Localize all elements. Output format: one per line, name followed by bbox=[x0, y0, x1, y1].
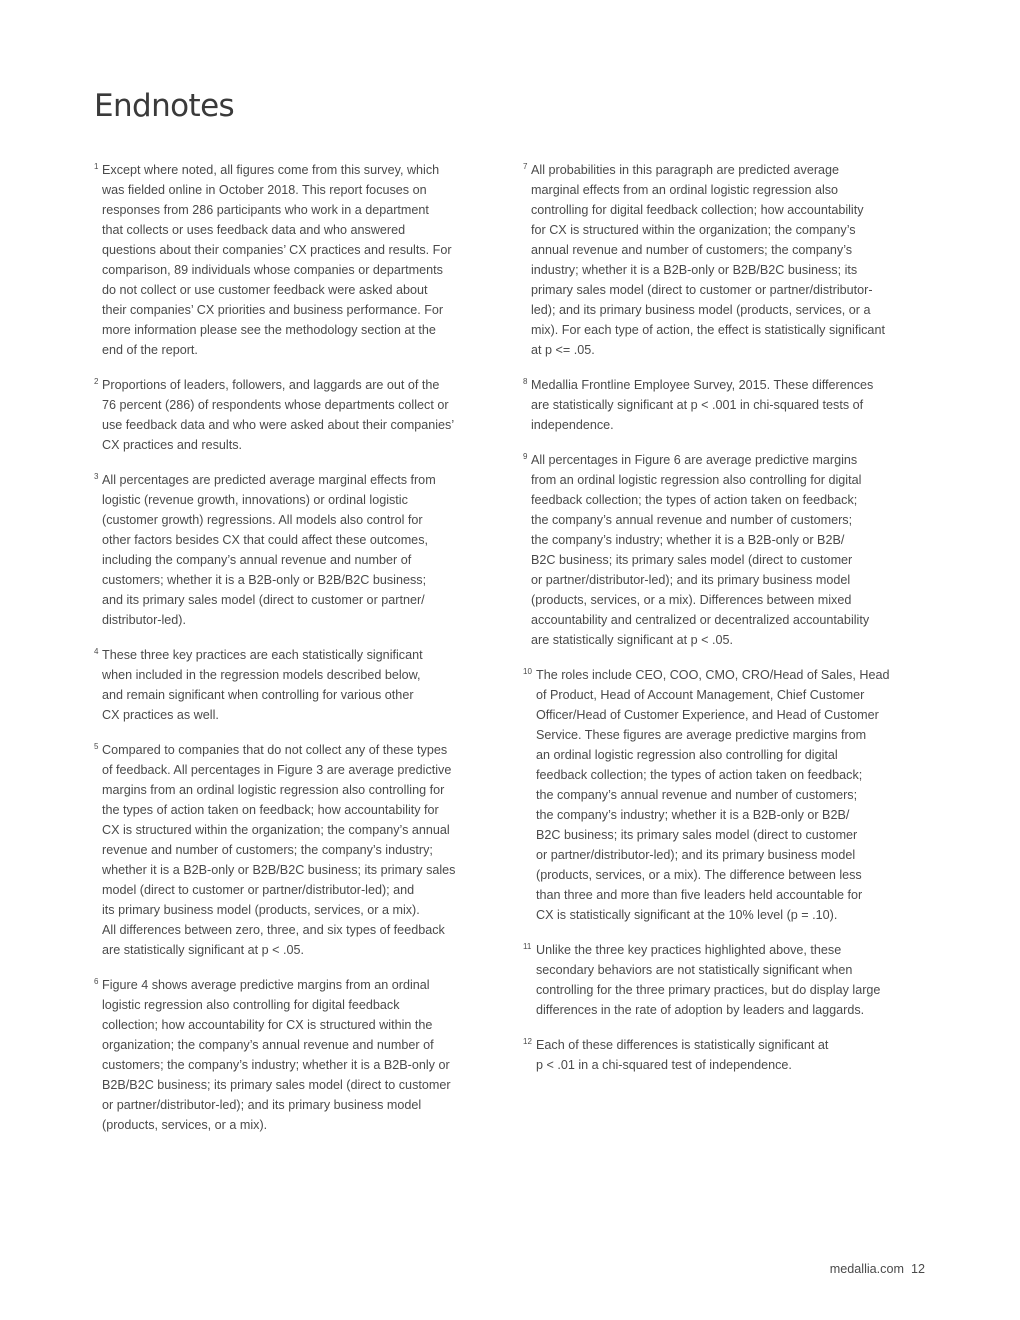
endnote-text-line: are statistically significant at p < .05. bbox=[102, 943, 304, 957]
endnote-number: 11 bbox=[523, 942, 532, 951]
endnote-text-line: was fielded online in October 2018. This report focuses on bbox=[102, 183, 427, 197]
endnote-number: 9 bbox=[523, 452, 528, 461]
endnote-text-line: the types of action taken on feedback; how accountability for bbox=[102, 803, 439, 817]
endnote-4 bbox=[94, 645, 494, 725]
endnote-text-line: The roles include CEO, COO, CMO, CRO/Head of Sales, Head bbox=[536, 668, 890, 682]
endnote-text-line: mix). For each type of action, the effect is statistically significant bbox=[531, 323, 885, 337]
endnote-text-line: more information please see the methodology section at the bbox=[102, 323, 436, 337]
endnote-10 bbox=[523, 665, 933, 925]
endnote-text-line: All percentages in Figure 6 are average predictive margins bbox=[531, 453, 858, 467]
endnote-text-line: independence. bbox=[531, 418, 614, 432]
endnote-text-line: responses from 286 participants who work in a department bbox=[102, 203, 429, 217]
endnote-number: 7 bbox=[523, 162, 528, 171]
endnote-text-line: (customer growth) regressions. All models also control for bbox=[102, 513, 423, 527]
endnote-text-line: the company’s industry; whether it is a B2B-only or B2B/ bbox=[531, 533, 845, 547]
page-title: Endnotes bbox=[94, 88, 235, 124]
endnote-9 bbox=[523, 450, 933, 650]
endnote-text-line: All percentages are predicted average marginal effects from bbox=[102, 473, 436, 487]
endnote-8 bbox=[523, 375, 933, 435]
endnote-text-line: Officer/Head of Customer Experience, and Head of Customer bbox=[536, 708, 879, 722]
endnote-text-line: the company’s industry; whether it is a B2B-only or B2B/ bbox=[536, 808, 850, 822]
endnote-text-line: or partner/distributor-led); and its primary business model bbox=[102, 1098, 422, 1112]
endnote-text-line: primary sales model (direct to customer or partner/distributor- bbox=[531, 283, 873, 297]
endnote-11 bbox=[523, 940, 933, 1020]
endnote-number: 2 bbox=[94, 377, 99, 386]
endnote-text-line: Figure 4 shows average predictive margins from an ordinal bbox=[102, 978, 430, 992]
endnote-text-line: controlling for the three primary practices, but do display large bbox=[536, 983, 881, 997]
endnote-text-line: an ordinal logistic regression also controlling for digital bbox=[536, 748, 838, 762]
endnote-text-line: their companies’ CX priorities and business performance. For bbox=[102, 303, 444, 317]
endnote-text-line: logistic (revenue growth, innovations) or ordinal logistic bbox=[102, 493, 408, 507]
endnote-text-line: Medallia Frontline Employee Survey, 2015. These differences bbox=[531, 378, 874, 392]
endnote-text-line: of Product, Head of Account Management, Chief Customer bbox=[536, 688, 865, 702]
endnote-text-line: end of the report. bbox=[102, 343, 198, 357]
endnote-text-line: B2B/B2C business; its primary sales model (direct to customer bbox=[102, 1078, 451, 1092]
endnote-number: 4 bbox=[94, 647, 99, 656]
endnote-text-line: revenue and number of customers; the company’s industry; bbox=[102, 843, 433, 857]
endnote-text-line: CX practices and results. bbox=[102, 438, 242, 452]
endnote-text-line: (products, services, or a mix). The difference between less bbox=[536, 868, 862, 882]
endnote-text-line: customers; the company’s industry; whether it is a B2B-only or bbox=[102, 1058, 450, 1072]
page-number: 12 bbox=[910, 1262, 925, 1276]
endnotes-left-column bbox=[94, 160, 494, 1150]
endnote-number: 12 bbox=[523, 1037, 532, 1046]
endnote-6 bbox=[94, 975, 494, 1135]
endnote-number: 6 bbox=[94, 977, 99, 986]
endnote-text-line: that collects or uses feedback data and who answered bbox=[102, 223, 406, 237]
endnote-text-line: secondary behaviors are not statistically significant when bbox=[536, 963, 853, 977]
endnote-text-line: differences in the rate of adoption by leaders and laggards. bbox=[536, 1003, 865, 1017]
endnote-text-line: B2C business; its primary sales model (direct to customer bbox=[531, 553, 853, 567]
endnote-text-line: accountability and centralized or decentralized accountability bbox=[531, 613, 870, 627]
endnote-text-line: CX is statistically significant at the 10% level (p = .10). bbox=[536, 908, 838, 922]
endnote-text-line: B2C business; its primary sales model (direct to customer bbox=[536, 828, 858, 842]
endnote-text-line: from an ordinal logistic regression also controlling for digital bbox=[531, 473, 862, 487]
endnote-1 bbox=[94, 160, 494, 360]
endnote-text-line: or partner/distributor-led); and its primary business model bbox=[531, 573, 851, 587]
endnote-number: 8 bbox=[523, 377, 528, 386]
endnote-2 bbox=[94, 375, 494, 455]
endnote-text-line: controlling for digital feedback collection; how accountability bbox=[531, 203, 864, 217]
endnote-text-line: or partner/distributor-led); and its primary business model bbox=[536, 848, 856, 862]
endnote-5 bbox=[94, 740, 494, 960]
endnote-text-line: All differences between zero, three, and six types of feedback bbox=[102, 923, 445, 937]
endnote-text-line: are statistically significant at p < .05. bbox=[531, 633, 733, 647]
endnote-text-line: Unlike the three key practices highlighted above, these bbox=[536, 943, 842, 957]
endnote-text-line: CX is structured within the organization; the company’s annual bbox=[102, 823, 450, 837]
endnote-text-line: (products, services, or a mix). bbox=[102, 1118, 268, 1132]
endnote-text-line: questions about their companies’ CX practices and results. For bbox=[102, 243, 452, 257]
endnote-text-line: customers; whether it is a B2B-only or B2B/B2C business; bbox=[102, 573, 427, 587]
endnote-text-line: the company’s annual revenue and number of customers; bbox=[536, 788, 858, 802]
endnote-text-line: are statistically significant at p < .001 in chi-squared tests of bbox=[531, 398, 864, 412]
endnote-number: 1 bbox=[94, 162, 99, 171]
endnote-7 bbox=[523, 160, 933, 360]
endnote-3 bbox=[94, 470, 494, 630]
endnote-text-line: Proportions of leaders, followers, and laggards are out of the bbox=[102, 378, 440, 392]
endnote-text-line: of feedback. All percentages in Figure 3 are average predictive bbox=[102, 763, 452, 777]
endnote-text-line: than three and more than five leaders held accountable for bbox=[536, 888, 863, 902]
endnote-text-line: marginal effects from an ordinal logistic regression also bbox=[531, 183, 839, 197]
endnote-text-line: CX practices as well. bbox=[102, 708, 219, 722]
endnote-number: 10 bbox=[523, 667, 532, 676]
endnote-text-line: at p <= .05. bbox=[531, 343, 595, 357]
endnote-text-line: and remain significant when controlling for various other bbox=[102, 688, 414, 702]
endnote-text-line: including the company’s annual revenue and number of bbox=[102, 553, 412, 567]
endnote-text-line: Service. These figures are average predictive margins from bbox=[536, 728, 867, 742]
endnote-text-line: whether it is a B2B-only or B2B/B2C business; its primary sales bbox=[102, 863, 456, 877]
footer-site-link[interactable]: medallia.com bbox=[829, 1262, 904, 1276]
endnote-text-line: do not collect or use customer feedback were asked about bbox=[102, 283, 428, 297]
endnote-text-line: (products, services, or a mix). Differences between mixed bbox=[531, 593, 852, 607]
endnote-text-line: when included in the regression models described below, bbox=[102, 668, 421, 682]
endnote-text-line: margins from an ordinal logistic regression also controlling for bbox=[102, 783, 445, 797]
endnote-text-line: annual revenue and number of customers; the company’s bbox=[531, 243, 853, 257]
endnote-text-line: distributor-led). bbox=[102, 613, 186, 627]
endnote-text-line: model (direct to customer or partner/distributor-led); and bbox=[102, 883, 415, 897]
endnote-text-line: other factors besides CX that could affect these outcomes, bbox=[102, 533, 428, 547]
endnote-text-line: and its primary sales model (direct to customer or partner/ bbox=[102, 593, 425, 607]
endnote-text-line: organization; the company’s annual revenue and number of bbox=[102, 1038, 434, 1052]
endnote-text-line: use feedback data and who were asked about their companies’ bbox=[102, 418, 455, 432]
endnote-text-line: 76 percent (286) of respondents whose departments collect or bbox=[102, 398, 449, 412]
endnote-text-line: logistic regression also controlling for digital feedback bbox=[102, 998, 400, 1012]
endnote-text-line: Each of these differences is statistically significant at bbox=[536, 1038, 829, 1052]
endnote-text-line: collection; how accountability for CX is structured within the bbox=[102, 1018, 433, 1032]
endnotes-right-column bbox=[523, 160, 933, 1090]
endnote-text-line: industry; whether it is a B2B-only or B2B/B2C business; its bbox=[531, 263, 858, 277]
endnote-number: 5 bbox=[94, 742, 99, 751]
endnote-text-line: feedback collection; the types of action taken on feedback; bbox=[531, 493, 858, 507]
endnote-text-line: for CX is structured within the organization; the company’s bbox=[531, 223, 856, 237]
endnote-text-line: comparison, 89 individuals whose companies or departments bbox=[102, 263, 443, 277]
endnote-12 bbox=[523, 1035, 933, 1075]
endnote-text-line: feedback collection; the types of action taken on feedback; bbox=[536, 768, 863, 782]
endnote-text-line: All probabilities in this paragraph are predicted average bbox=[531, 163, 840, 177]
endnote-text-line: p < .01 in a chi-squared test of independence. bbox=[536, 1058, 792, 1072]
page-footer bbox=[830, 1262, 925, 1276]
endnote-number: 3 bbox=[94, 472, 99, 481]
endnote-text-line: the company’s annual revenue and number of customers; bbox=[531, 513, 853, 527]
endnote-text-line: Except where noted, all figures come from this survey, which bbox=[102, 163, 440, 177]
endnote-text-line: These three key practices are each statistically significant bbox=[102, 648, 423, 662]
endnote-text-line: its primary business model (products, services, or a mix). bbox=[102, 903, 420, 917]
endnote-text-line: led); and its primary business model (products, services, or a bbox=[531, 303, 871, 317]
endnote-text-line: Compared to companies that do not collect any of these types bbox=[102, 743, 448, 757]
